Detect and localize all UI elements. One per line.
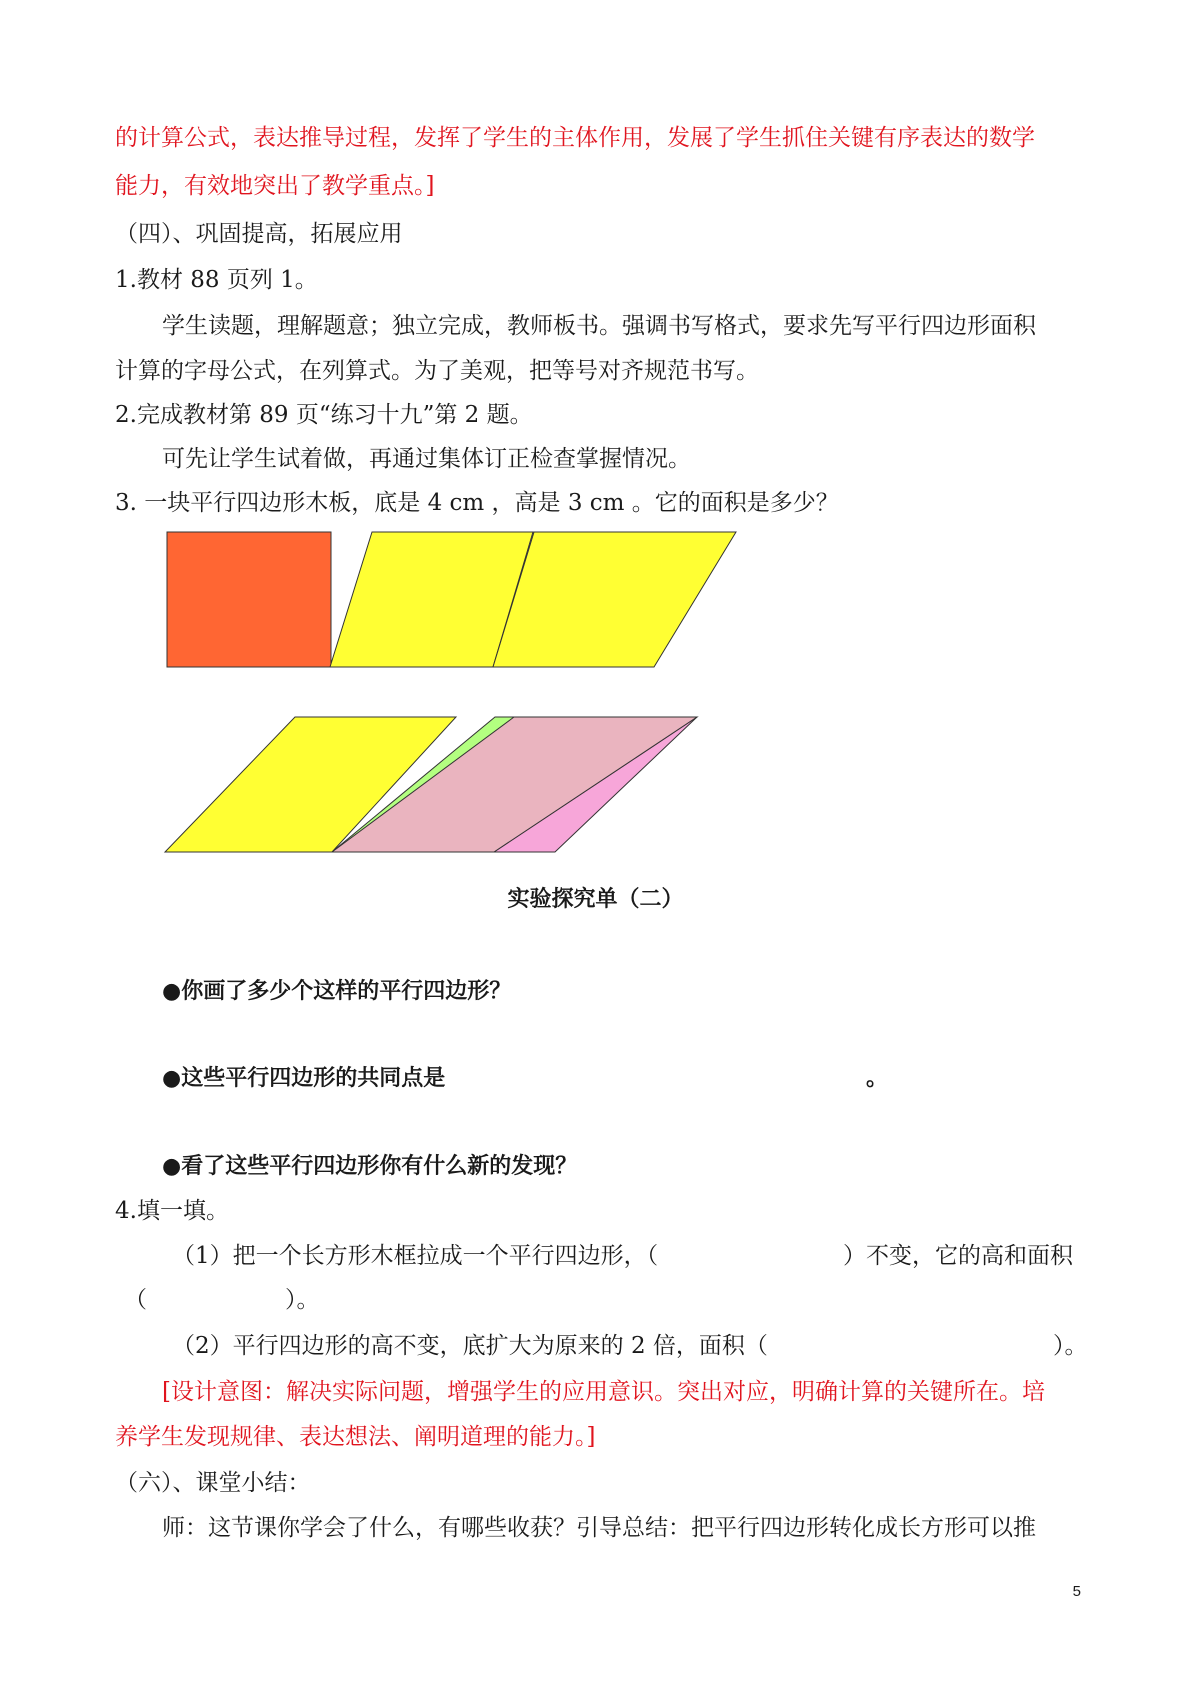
item-3: 3. 一块平行四边形木板，底是 4 cm ，高是 3 cm 。它的面积是多少？ <box>115 490 839 516</box>
section-heading-4: （四）、巩固提高，拓展应用 <box>115 221 403 247</box>
item-1: 1.教材 88 页列 1。 <box>115 267 318 293</box>
yellow-parallelogram-2 <box>493 532 736 667</box>
page-number: 5 <box>1072 1583 1081 1600</box>
fill-in-q1-part-b: ）不变，它的高和面积 <box>843 1243 1073 1269</box>
item-2-desc: 可先让学生试着做，再通过集体订正检查掌握情况。 <box>162 446 691 472</box>
worksheet-question-3: ●看了这些平行四边形你有什么新的发现？ <box>162 1154 578 1179</box>
red-intro-line-1: 的计算公式，表达推导过程，发挥了学生的主体作用，发展了学生抓住关键有序表达的数学 <box>115 125 1035 151</box>
fill-in-q1-part-d: ）。 <box>285 1287 320 1313</box>
fill-in-q1-part-c: （ <box>124 1287 147 1313</box>
fill-in-q2-part-a: （2）平行四边形的高不变，底扩大为原来的 2 倍，面积（ <box>172 1333 768 1359</box>
design-note-line-1: [设计意图：解决实际问题，增强学生的应用意识。突出对应，明确计算的关键所在。培 <box>162 1379 1045 1405</box>
summary-heading: （六）、课堂小结： <box>115 1470 311 1496</box>
fill-in-heading: 4.填一填。 <box>115 1198 229 1224</box>
item-1-desc-line-2: 计算的字母公式，在列算式。为了美观，把等号对齐规范书写。 <box>115 358 759 384</box>
fill-in-q1-part-a: （1）把一个长方形木框拉成一个平行四边形，（ <box>172 1243 659 1269</box>
item-1-desc-line-1: 学生读题，理解题意；独立完成，教师板书。强调书写格式，要求先写平行四边形面积 <box>162 313 1036 339</box>
worksheet-question-2-end: 。 <box>866 1066 889 1091</box>
worksheet-title: 实验探究单（二） <box>507 887 684 912</box>
worksheet-question-2: ●这些平行四边形的共同点是 <box>162 1066 446 1091</box>
worksheet-question-1: ●你画了多少个这样的平行四边形？ <box>162 979 512 1004</box>
summary-text: 师：这节课你学会了什么，有哪些收获？引导总结：把平行四边形转化成长方形可以推 <box>162 1515 1036 1541</box>
fill-in-q2-part-b: ）。 <box>1053 1333 1088 1359</box>
item-2: 2.完成教材第 89 页“练习十九”第 2 题。 <box>115 402 533 428</box>
red-intro-line-2: 能力，有效地突出了教学重点。] <box>115 173 435 199</box>
design-note-line-2: 养学生发现规律、表达想法、阐明道理的能力。] <box>115 1424 596 1450</box>
orange-square <box>167 532 331 667</box>
